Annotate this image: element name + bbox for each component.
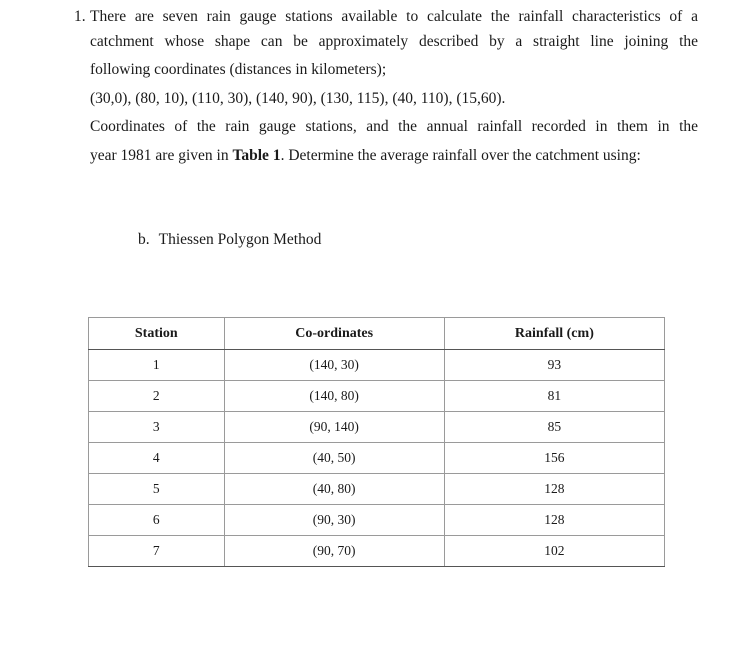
coordinates-cell: (90, 30): [224, 505, 444, 536]
station-cell: 3: [89, 412, 225, 443]
sub-part-b: [138, 229, 321, 251]
rainfall-cell: 93: [444, 350, 664, 381]
rainfall-cell: 128: [444, 505, 664, 536]
header-station: Station: [89, 318, 225, 350]
table-reference: Table 1: [232, 147, 281, 164]
table-header-row: [89, 318, 665, 350]
question-line-6-end: . Determine the average rainfall over the catchment using:: [280, 147, 641, 164]
sub-part-letter: b.: [138, 231, 150, 248]
coordinates-cell: (40, 50): [224, 443, 444, 474]
rainfall-cell: 81: [444, 381, 664, 412]
rainfall-cell: 85: [444, 412, 664, 443]
rainfall-cell: 156: [444, 443, 664, 474]
table-row: [89, 412, 665, 443]
coordinates-cell: (40, 80): [224, 474, 444, 505]
table-row: [89, 350, 665, 381]
station-cell: 2: [89, 381, 225, 412]
rain-gauge-table: [88, 317, 665, 567]
question-line-2: catchment whose shape can be approximately described by a straight line joining the: [90, 33, 698, 50]
table-row: [89, 381, 665, 412]
table-row: [89, 474, 665, 505]
coordinates-cell: (140, 30): [224, 350, 444, 381]
table-row: [89, 536, 665, 567]
station-cell: 7: [89, 536, 225, 567]
coordinates-cell: (140, 80): [224, 381, 444, 412]
sub-part-title: Thiessen Polygon Method: [158, 231, 322, 248]
question-line-1: There are seven rain gauge stations available to calculate the rainfall characteristics of a: [90, 8, 698, 25]
coordinates-cell: (90, 70): [224, 536, 444, 567]
station-cell: 6: [89, 505, 225, 536]
station-cell: 4: [89, 443, 225, 474]
question-line-6: [90, 145, 641, 167]
header-coordinates: Co-ordinates: [224, 318, 444, 350]
rainfall-cell: 102: [444, 536, 664, 567]
question-line-6-start: year 1981 are given in: [90, 147, 233, 164]
table-row: [89, 443, 665, 474]
coordinates-cell: (90, 140): [224, 412, 444, 443]
header-rainfall: Rainfall (cm): [444, 318, 664, 350]
station-cell: 1: [89, 350, 225, 381]
coordinates-list: (30,0), (80, 10), (110, 30), (140, 90), (130, 115), (40, 110), (15,60).: [90, 90, 506, 107]
question-line-5: Coordinates of the rain gauge stations, and the annual rainfall recorded in them in the: [90, 118, 698, 135]
rainfall-cell: 128: [444, 474, 664, 505]
question-number: 1.: [74, 8, 86, 25]
table-row: [89, 505, 665, 536]
question-line-3: following coordinates (distances in kilometers);: [90, 61, 387, 78]
station-cell: 5: [89, 474, 225, 505]
